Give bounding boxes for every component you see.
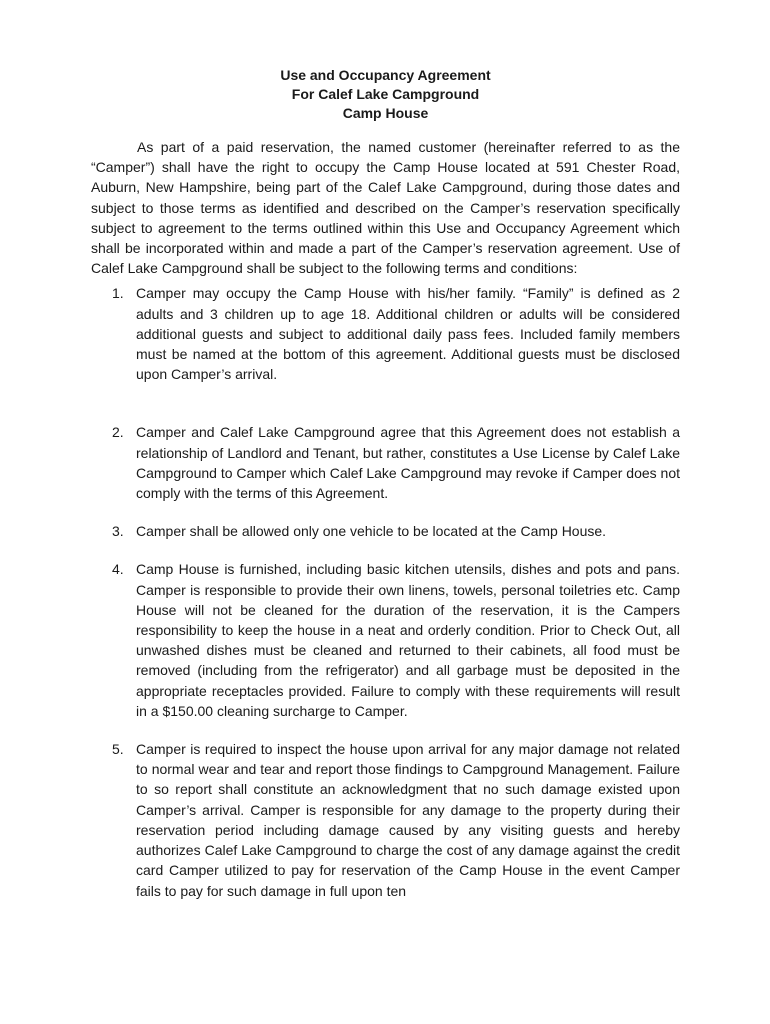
term-item <box>91 559 680 721</box>
term-number: 2. <box>112 424 124 441</box>
term-text: Camp House is furnished, including basic kitchen utensils, dishes and pots and pans. Camper is responsible to provide their own linens, towels, personal toiletries etc. Camp House will not be cleaned for the duration of the reservation, it is the Campers responsibility to keep the house in a neat and orderly condition. Prior to Check Out, all unwashed dishes must be cleaned and returned to their cabinets, all food must be removed (including from the refrigerator) and all garbage must be deposited in the appropriate receptacles provided. Failure to comply with these requirements will result in a $150.00 cleaning surcharge to Camper. <box>136 561 680 719</box>
title-line-2: For Calef Lake Campground <box>291 86 480 102</box>
document-title <box>91 66 680 123</box>
title-line-1: Use and Occupancy Agreement <box>280 67 491 83</box>
term-item <box>91 422 680 503</box>
title-line-3: Camp House <box>342 105 429 121</box>
term-item <box>91 739 680 901</box>
term-text: Camper is required to inspect the house upon arrival for any major damage not related to normal wear and tear and report those findings to Campground Management. Failure to so report shall constitute an acknowledgment that no such damage existed upon Camper’s arrival. Camper is responsible for any damage to the property during their reservation period including damage caused by any visiting guests and hereby authorizes Calef Lake Campground to charge the cost of any damage against the credit card Camper utilized to pay for reservation of the Camp House in the event Camper fails to pay for such damage in full upon ten <box>136 741 680 899</box>
term-text: Camper and Calef Lake Campground agree that this Agreement does not establish a relationship of Landlord and Tenant, but rather, constitutes a Use License by Calef Lake Campground to Camper which Calef Lake Campground may revoke if Camper does not comply with the terms of this Agreement. <box>136 424 680 502</box>
intro-paragraph: As part of a paid reservation, the named customer (hereinafter referred to as the “Camper”) shall have the right to occupy the Camp House located at 591 Chester Road, Auburn, New Hampshire, being part of the Calef Lake Campground, during those dates and subject to those terms as identified and described on the Camper’s reservation specifically subject to agreement to the terms outlined within this Use and Occupancy Agreement which shall be incorporated within and made a part of the Camper’s reservation agreement. Use of Calef Lake Campground shall be subject to the following terms and conditions: <box>91 139 680 277</box>
term-item <box>91 521 680 541</box>
terms-list <box>91 283 680 900</box>
term-number: 3. <box>112 523 124 540</box>
term-number: 4. <box>112 561 124 578</box>
term-text: Camper may occupy the Camp House with his/her family. “Family” is defined as 2 adults and 3 children up to age 18. Additional children or adults will be considered additional guests and subject to additional daily pass fees. Included family members must be named at the bottom of this agreement. Additional guests must be disclosed upon Camper’s arrival. <box>136 285 680 383</box>
term-item <box>91 283 680 384</box>
document-page <box>91 66 680 901</box>
term-number: 5. <box>112 741 124 758</box>
term-number: 1. <box>112 285 124 302</box>
term-text: Camper shall be allowed only one vehicle to be located at the Camp House. <box>136 523 607 540</box>
